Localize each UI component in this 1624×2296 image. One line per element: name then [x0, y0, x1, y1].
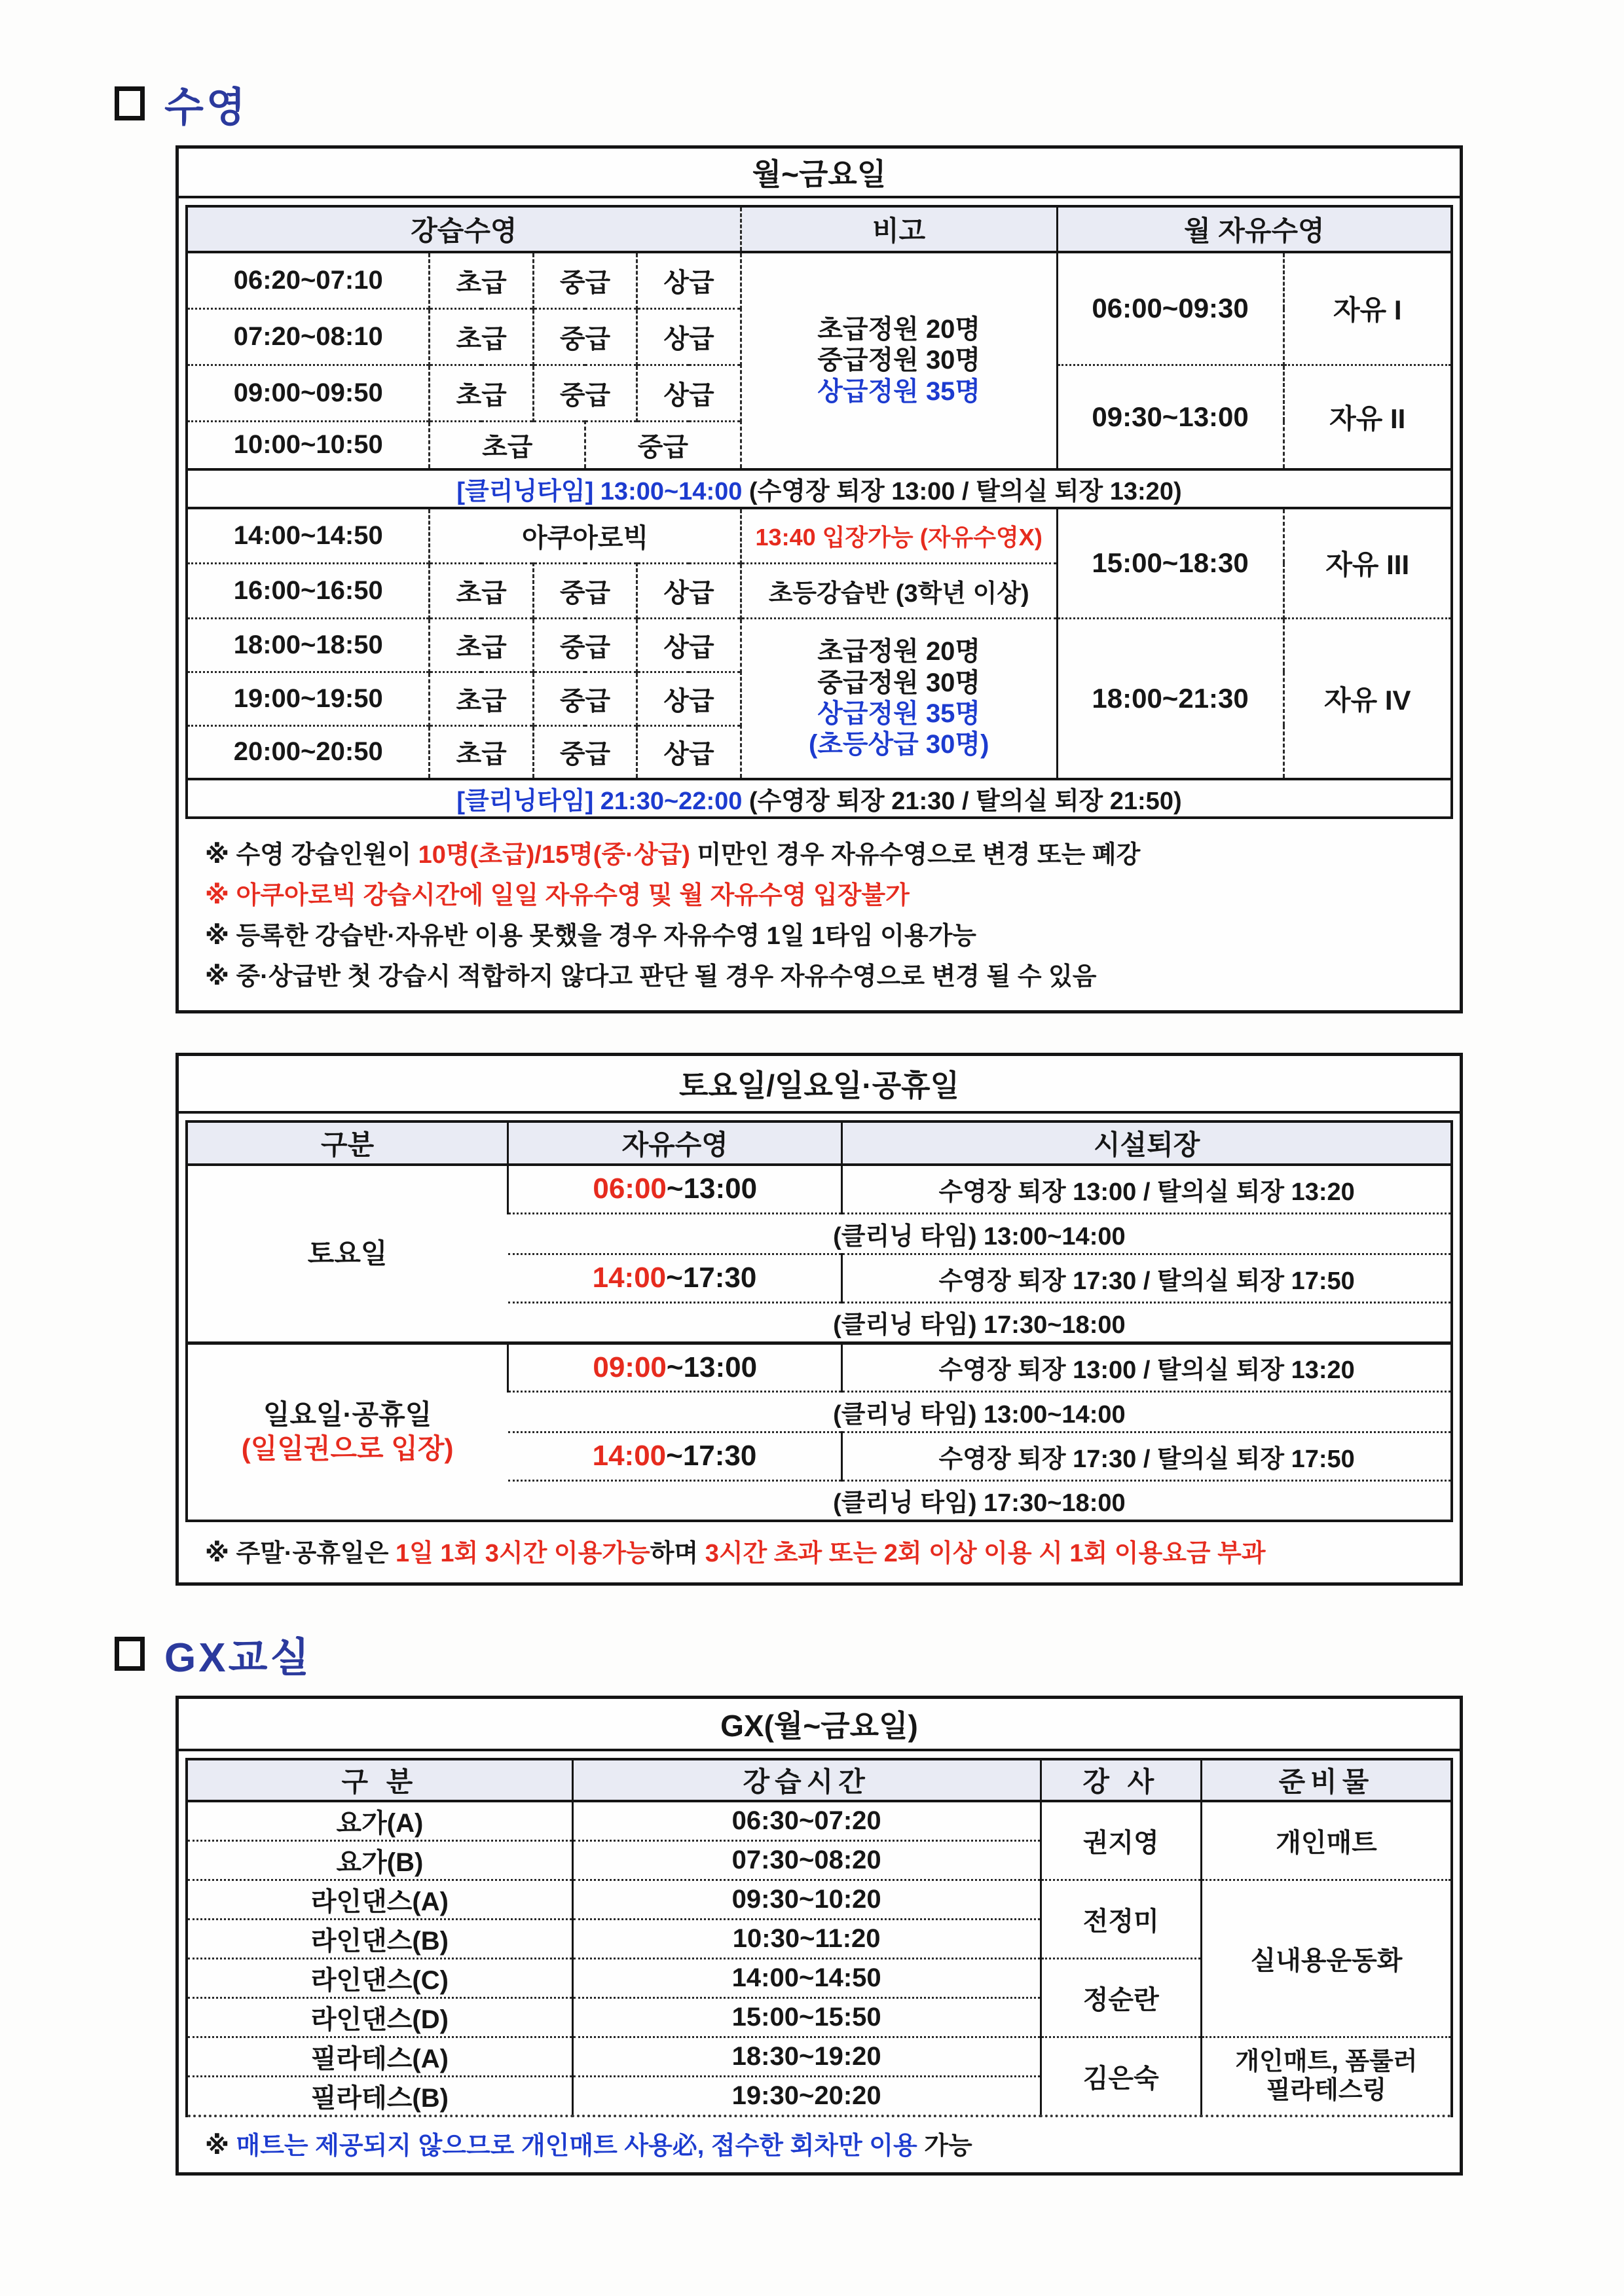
elementary-class-note-cell: 초등강습반 (3학년 이상)	[741, 563, 1057, 618]
header-monthly-free: 월 자유수영	[1057, 206, 1452, 252]
time-red: 06:00	[593, 1173, 667, 1205]
class-time-cell: 07:30~08:20	[572, 1841, 1041, 1880]
level-advanced-cell: 상급	[637, 308, 741, 365]
checkbox-icon	[115, 1637, 145, 1671]
exit-info-cell: 수영장 퇴장 13:00 / 탈의실 퇴장 13:20	[842, 1343, 1452, 1391]
weekday-swim-table	[185, 205, 1453, 819]
header-lesson-swim: 강습수영	[187, 206, 741, 252]
header-free-swim: 자유수영	[508, 1121, 842, 1165]
gx-table-header-row	[187, 1759, 1452, 1801]
note-line	[205, 835, 1450, 875]
level-intermediate-cell: 중급	[533, 365, 637, 421]
cleaning-time-cell: (클리닝 타임) 13:00~14:00	[508, 1213, 1452, 1254]
note-text-blue: 매트는 제공되지 않으므로 개인매트 사용必, 접수한 회차만 이용	[236, 2132, 917, 2160]
class-time-cell: 15:00~15:50	[572, 1998, 1041, 2037]
class-time-cell: 18:30~19:20	[572, 2037, 1041, 2077]
weekend-note	[179, 1526, 1460, 1582]
swim-section-label: 수영	[164, 84, 248, 130]
equipment-cell: 실내용운동화	[1201, 1880, 1452, 2037]
cleaning-time-cell	[187, 469, 1452, 508]
weekday-table-header-row	[187, 206, 1452, 252]
lesson-time-cell: 16:00~16:50	[187, 563, 430, 618]
instructor-cell: 전정미	[1041, 1880, 1201, 1959]
table-row	[187, 252, 1452, 308]
note-text: ※	[205, 2132, 236, 2160]
time-red: 14:00	[592, 1262, 667, 1294]
aqua-aerobics-cell: 아쿠아로빅	[430, 508, 741, 563]
header-facility-exit: 시설퇴장	[842, 1121, 1452, 1165]
class-name-cell: 라인댄스(D)	[187, 1998, 572, 2037]
level-advanced-cell: 상급	[637, 563, 741, 618]
header-equipment: 준비물	[1201, 1759, 1452, 1801]
level-advanced-cell: 상급	[637, 365, 741, 421]
level-advanced-cell: 상급	[637, 672, 741, 725]
note-text: ※ 수영 강습인원이	[205, 841, 418, 869]
equipment-cell: 개인매트	[1201, 1801, 1452, 1880]
cleaning-time-tail: (수영장 퇴장 13:00 / 탈의실 퇴장 13:20)	[742, 478, 1182, 505]
gx-box-title: GX(월~금요일)	[179, 1699, 1460, 1751]
gx-section-title	[115, 1628, 1463, 1680]
instructor-cell: 김은숙	[1041, 2037, 1201, 2117]
weekday-swim-box	[175, 145, 1463, 1013]
equipment-line: 개인매트, 폼룰러	[1235, 2047, 1418, 2075]
class-name-cell: 요가(B)	[187, 1841, 572, 1880]
remark-capacity-am-cell	[741, 252, 1057, 469]
level-beginner-cell: 초급	[430, 618, 533, 672]
level-beginner-cell: 초급	[430, 563, 533, 618]
free-swim-time-cell: 06:00~09:30	[1057, 252, 1283, 365]
table-row	[187, 1801, 1452, 1841]
level-beginner-cell: 초급	[430, 365, 533, 421]
time-rest: ~17:30	[666, 1440, 757, 1472]
table-row	[187, 1880, 1452, 1920]
cleaning-time-cell: (클리닝 타임) 17:30~18:00	[508, 1480, 1452, 1521]
free-swim-time-cell	[508, 1254, 842, 1302]
level-intermediate-cell: 중급	[533, 725, 637, 779]
exit-info-cell: 수영장 퇴장 17:30 / 탈의실 퇴장 17:50	[842, 1254, 1452, 1302]
level-beginner-cell: 초급	[430, 725, 533, 779]
lesson-time-cell: 14:00~14:50	[187, 508, 430, 563]
lesson-time-cell: 18:00~18:50	[187, 618, 430, 672]
level-intermediate-cell: 중급	[533, 672, 637, 725]
level-beginner-cell: 초급	[430, 252, 533, 308]
time-rest: ~13:00	[666, 1173, 758, 1205]
cleaning-time-head: [클리닝타임] 21:30~22:00	[456, 788, 743, 815]
free-swim-time-cell: 09:30~13:00	[1057, 365, 1283, 469]
lesson-time-cell: 20:00~20:50	[187, 725, 430, 779]
weekend-swim-table	[185, 1120, 1453, 1522]
lesson-time-cell: 06:20~07:10	[187, 252, 430, 308]
capacity-line: (초등상급 30명)	[808, 729, 989, 759]
level-intermediate-cell: 중급	[533, 618, 637, 672]
time-red: 14:00	[592, 1440, 667, 1472]
class-name-cell: 라인댄스(B)	[187, 1920, 572, 1959]
capacity-line: 초급정원 20명	[817, 315, 981, 344]
level-beginner-cell: 초급	[430, 308, 533, 365]
gx-class-box	[175, 1696, 1463, 2176]
level-advanced-cell: 상급	[637, 618, 741, 672]
group-label-red: (일일권으로 입장)	[241, 1433, 454, 1465]
lesson-time-cell: 07:20~08:10	[187, 308, 430, 365]
capacity-line: 초급정원 20명	[817, 637, 981, 666]
table-row	[187, 1343, 1452, 1391]
table-row	[187, 1165, 1452, 1213]
capacity-line: 중급정원 30명	[817, 668, 981, 697]
level-intermediate-cell: 중급	[533, 252, 637, 308]
lesson-time-cell: 09:00~09:50	[187, 365, 430, 421]
class-time-cell: 19:30~20:20	[572, 2077, 1041, 2117]
swim-notes	[179, 823, 1460, 1010]
cleaning-time-cell: (클리닝 타임) 17:30~18:00	[508, 1302, 1452, 1343]
saturday-group-cell: 토요일	[187, 1165, 508, 1343]
cleaning-time-cell: (클리닝 타임) 13:00~14:00	[508, 1391, 1452, 1432]
note-text: 미만인 경우 자유수영으로 변경 또는 폐강	[690, 841, 1141, 869]
note-text-red: 1일 1회 3시간 이용가능	[395, 1540, 650, 1567]
lesson-time-cell: 19:00~19:50	[187, 672, 430, 725]
class-time-cell: 10:30~11:20	[572, 1920, 1041, 1959]
level-advanced-cell: 상급	[637, 725, 741, 779]
free-swim-time-cell	[508, 1165, 842, 1213]
free-swim-time-cell: 18:00~21:30	[1057, 618, 1283, 779]
header-class-time: 강습시간	[572, 1759, 1041, 1801]
class-name-cell: 라인댄스(A)	[187, 1880, 572, 1920]
class-time-cell: 06:30~07:20	[572, 1801, 1041, 1841]
class-time-cell: 14:00~14:50	[572, 1959, 1041, 1998]
cleaning-time-tail: (수영장 퇴장 21:30 / 탈의실 퇴장 21:50)	[742, 788, 1182, 815]
cleaning-time-row	[187, 779, 1452, 818]
free-swim-label-cell: 자유 II	[1283, 365, 1452, 469]
class-name-cell: 필라테스(A)	[187, 2037, 572, 2077]
note-text-red: 3시간 초과 또는 2회 이상 이용 시 1회 이용요금 부과	[705, 1540, 1266, 1567]
cleaning-time-cell	[187, 779, 1452, 818]
header-instructor: 강 사	[1041, 1759, 1201, 1801]
remark-capacity-pm-cell	[741, 618, 1057, 779]
equipment-cell	[1201, 2037, 1452, 2117]
free-swim-label-cell: 자유 I	[1283, 252, 1452, 365]
gx-class-table	[185, 1758, 1453, 2117]
equipment-line: 필라테스링	[1266, 2076, 1387, 2104]
note-line: ※ 중·상급반 첫 강습시 적합하지 않다고 판단 될 경우 자유수영으로 변경 될 수 있음	[205, 963, 1097, 991]
lesson-time-cell: 10:00~10:50	[187, 421, 430, 469]
note-line: ※ 등록한 강습반·자유반 이용 못했을 경우 자유수영 1일 1타임 이용가능	[205, 922, 977, 950]
class-name-cell: 라인댄스(C)	[187, 1959, 572, 1998]
capacity-line: 상급정원 35명	[817, 699, 981, 728]
weekend-table-header-row	[187, 1121, 1452, 1165]
table-row	[187, 2037, 1452, 2077]
cleaning-time-head: [클리닝타임] 13:00~14:00	[456, 478, 743, 505]
header-group: 구 분	[187, 1759, 572, 1801]
checkbox-icon	[115, 86, 145, 120]
class-time-cell: 09:30~10:20	[572, 1880, 1041, 1920]
free-swim-label-cell: 자유 III	[1283, 508, 1452, 618]
free-swim-label-cell: 자유 IV	[1283, 618, 1452, 779]
level-intermediate-cell: 중급	[585, 421, 741, 469]
time-rest: ~13:00	[666, 1351, 758, 1383]
level-advanced-cell: 상급	[637, 252, 741, 308]
level-beginner-cell: 초급	[430, 672, 533, 725]
class-name-cell: 필라테스(B)	[187, 2077, 572, 2117]
note-text-red: 10명(초급)/15명(중·상급)	[418, 841, 690, 869]
table-row	[187, 508, 1452, 563]
note-text: 하며	[650, 1540, 705, 1567]
note-line: ※ 아쿠아로빅 강습시간에 일일 자유수영 및 월 자유수영 입장불가	[205, 882, 910, 909]
instructor-cell: 정순란	[1041, 1959, 1201, 2037]
level-intermediate-cell: 중급	[533, 308, 637, 365]
gx-section-label: GX교실	[164, 1635, 312, 1681]
aqua-entry-note-cell: 13:40 입장가능 (자유수영X)	[741, 508, 1057, 563]
weekend-box-title: 토요일/일요일·공휴일	[179, 1056, 1460, 1114]
time-red: 09:00	[593, 1351, 667, 1383]
time-rest: ~17:30	[666, 1262, 757, 1294]
weekend-swim-box	[175, 1053, 1463, 1586]
exit-info-cell: 수영장 퇴장 13:00 / 탈의실 퇴장 13:20	[842, 1165, 1452, 1213]
sunday-holiday-group-cell	[187, 1343, 508, 1521]
capacity-line: 중급정원 30명	[817, 346, 981, 375]
group-label: 일요일·공휴일	[263, 1398, 432, 1430]
table-row	[187, 618, 1452, 672]
swim-section-title	[115, 77, 1463, 130]
weekday-swim-box-title: 월~금요일	[179, 149, 1460, 198]
free-swim-time-cell	[508, 1343, 842, 1391]
cleaning-time-row	[187, 469, 1452, 508]
note-text: 가능	[917, 2132, 972, 2160]
header-group: 구분	[187, 1121, 508, 1165]
class-name-cell: 요가(A)	[187, 1801, 572, 1841]
gx-note	[179, 2121, 1460, 2172]
header-remark: 비고	[741, 206, 1057, 252]
free-swim-time-cell	[508, 1432, 842, 1480]
capacity-line: 상급정원 35명	[817, 376, 981, 406]
level-intermediate-cell: 중급	[533, 563, 637, 618]
instructor-cell: 권지영	[1041, 1801, 1201, 1880]
free-swim-time-cell: 15:00~18:30	[1057, 508, 1283, 618]
exit-info-cell: 수영장 퇴장 17:30 / 탈의실 퇴장 17:50	[842, 1432, 1452, 1480]
level-beginner-cell: 초급	[430, 421, 585, 469]
note-text: ※ 주말·공휴일은	[205, 1540, 396, 1567]
